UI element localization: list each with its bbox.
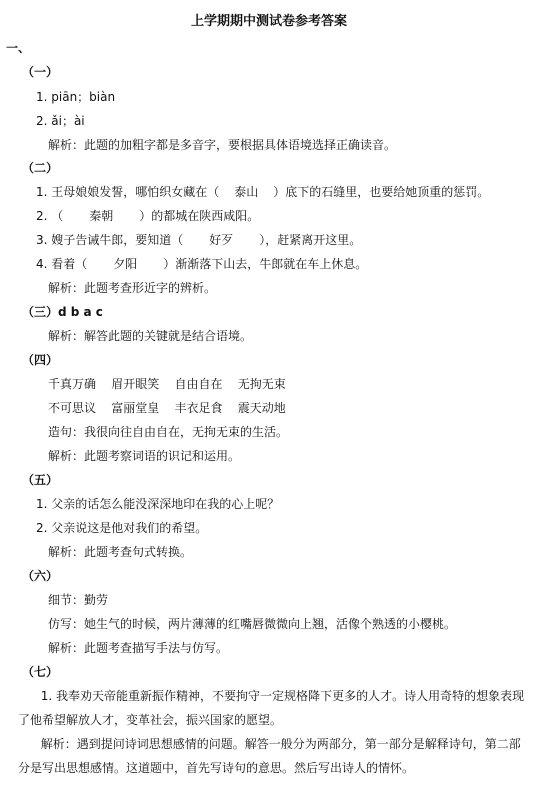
- item-text: ）底下的石缝里，也要给她顶重的惩罚。: [273, 185, 490, 199]
- item-text: ），赶紧离开这里。: [259, 233, 362, 247]
- document-title: 上学期期中测试卷参考答案: [190, 14, 347, 29]
- item-text: 1. 王母娘娘发誓，哪怕织女藏在（: [36, 185, 220, 199]
- blank-answer: 泰山: [234, 185, 259, 199]
- fill-blank-item: [36, 232, 361, 248]
- idiom-row: 千真万确 眉开眼笑 自由自在 无拘无束: [48, 377, 286, 391]
- answer-item: 2. 父亲说这是他对我们的希望。: [36, 521, 208, 535]
- poem-answer: 1. 我奉劝天帝能重新振作精神，不要拘守一定规格降下更多的人才。诗人用奇特的想象表现了他希望解放人才，变革社会，振兴国家的愿望。: [18, 689, 525, 727]
- section-heading-4: （四）: [22, 353, 59, 367]
- analysis-text: 解析：此题考查描写手法与仿写。: [48, 641, 229, 655]
- analysis-text: 解析：此题的加粗字都是多音字，要根据具体语境选择正确读音。: [48, 138, 397, 152]
- blank-answer: 秦朝: [89, 209, 114, 223]
- part-heading: 一、: [6, 41, 31, 55]
- item-text: 3. 嫂子告诫牛郎，要知道（: [36, 233, 184, 247]
- item-text: ）渐渐落下山去，牛郎就在车上休息。: [163, 257, 368, 271]
- imitation-answer: 仿写：她生气的时候，两片薄薄的红嘴唇微微向上翘，活像个熟透的小樱桃。: [48, 617, 457, 631]
- section-heading-2: （二）: [22, 161, 59, 175]
- section-heading-6: （六）: [22, 569, 59, 583]
- answer-item: 2. ǎi；ài: [36, 114, 85, 128]
- item-text: 4. 看着（: [36, 257, 88, 271]
- idiom-row: 不可思议 富丽堂皇 丰衣足食 震天动地: [48, 401, 286, 415]
- analysis-text: 解析：遇到提问诗词思想感情的问题。解答一般分为两部分，第一部分是解释诗句，第二部分是写出思想感情。这道题中，首先写诗句的意思。然后写出诗人的情怀。: [18, 737, 521, 775]
- blank-answer: 夕阳: [113, 257, 138, 271]
- analysis-text: 解析：此题考查形近字的辨析。: [48, 281, 217, 295]
- example-sentence: 造句：我很向往自由自在，无拘无束的生活。: [48, 425, 289, 439]
- analysis-text: 解析：解答此题的关键就是结合语境。: [48, 329, 253, 343]
- section-heading-5: （五）: [22, 473, 59, 487]
- fill-blank-item: [36, 208, 259, 224]
- section-heading-3: （三）d b a c: [22, 305, 103, 319]
- item-text: 2. （: [36, 209, 64, 223]
- blank-answer: 好歹: [209, 233, 234, 247]
- fill-blank-item: [36, 184, 489, 200]
- section-heading-1: （一）: [22, 65, 59, 79]
- fill-blank-item: [36, 256, 367, 272]
- section-heading-7: （七）: [22, 665, 59, 679]
- analysis-text: 解析：此题考查句式转换。: [48, 545, 193, 559]
- detail-answer: 细节：勤劳: [48, 593, 109, 607]
- item-text: ）的都城在陕西咸阳。: [139, 209, 260, 223]
- answer-item: 1. piān；biàn: [36, 90, 116, 104]
- analysis-text: 解析：此题考察词语的识记和运用。: [48, 449, 241, 463]
- answer-item: 1. 父亲的话怎么能没深深地印在我的心上呢？: [36, 497, 280, 511]
